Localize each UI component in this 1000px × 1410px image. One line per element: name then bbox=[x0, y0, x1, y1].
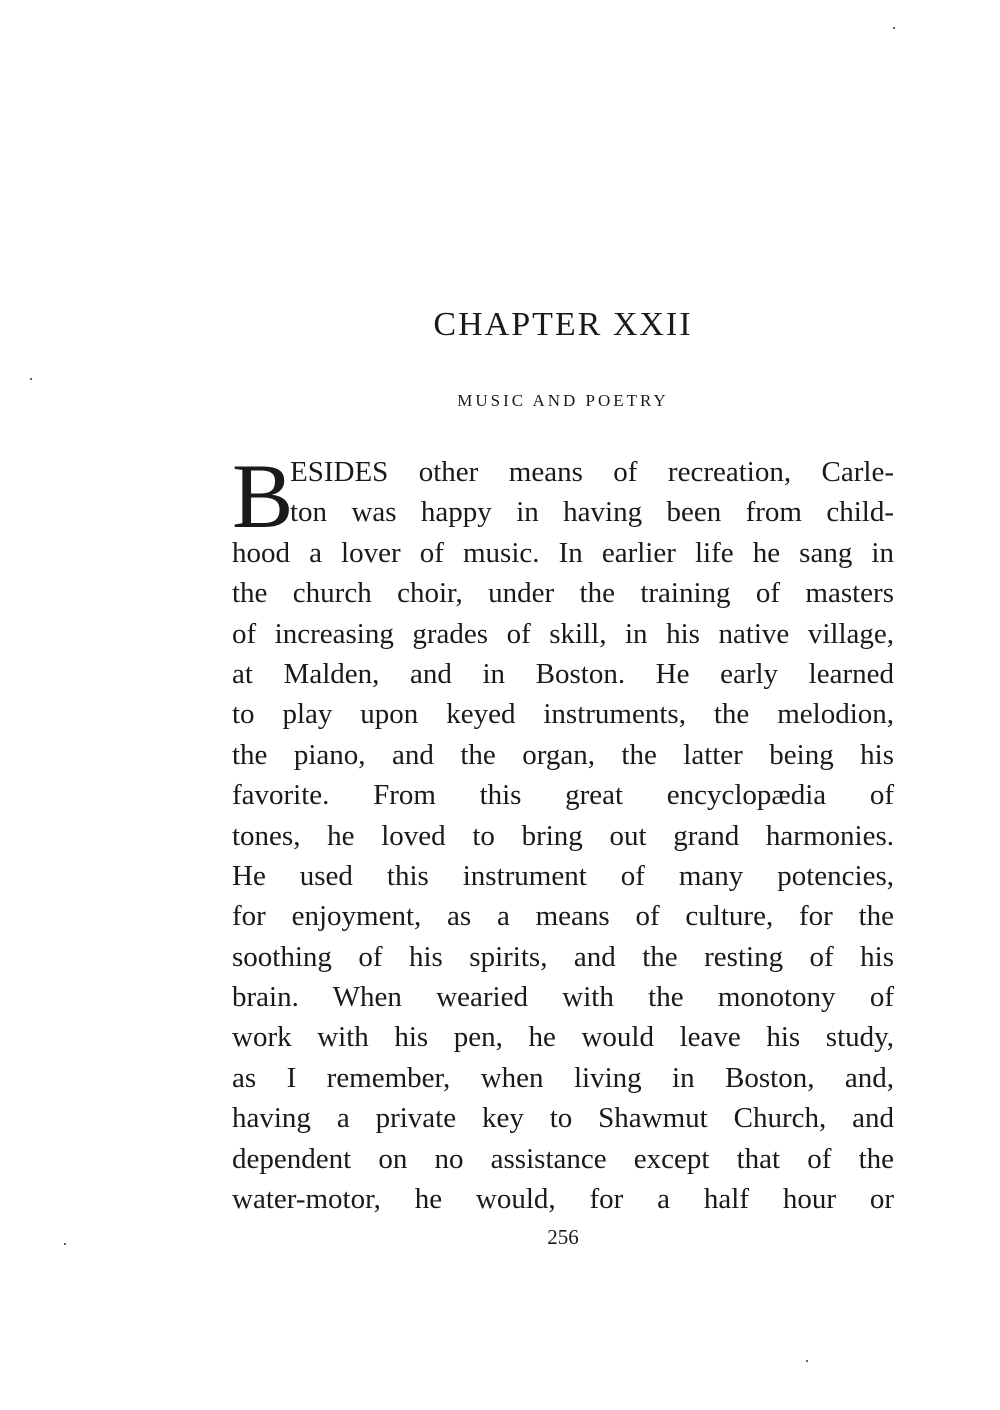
text-line: of increasing grades of skill, in his native village, bbox=[232, 617, 894, 650]
body-paragraph bbox=[232, 445, 894, 1219]
text-line: having a private key to Shawmut Church, and bbox=[232, 1102, 894, 1135]
text-line: dependent on no assistance except that of the bbox=[232, 1142, 894, 1175]
text-line: hood a lover of music. In earlier life he sang in bbox=[232, 536, 894, 569]
drop-cap: B bbox=[232, 445, 294, 547]
text-line: He used this instrument of many potencies, bbox=[232, 859, 894, 892]
text-line: water-motor, he would, for a half hour or bbox=[232, 1183, 894, 1216]
chapter-title: CHAPTER XXII bbox=[433, 306, 693, 343]
scan-speck bbox=[893, 27, 895, 29]
text-line: the piano, and the organ, the latter being his bbox=[232, 738, 894, 771]
chapter-subtitle: MUSIC AND POETRY bbox=[457, 391, 669, 410]
text-line: soothing of his spirits, and the resting of his bbox=[232, 940, 894, 973]
text-line: favorite. From this great encyclopædia of bbox=[232, 779, 894, 812]
text-line: the church choir, under the training of masters bbox=[232, 577, 894, 610]
scan-speck bbox=[64, 1243, 66, 1245]
text-line: as I remember, when living in Boston, and, bbox=[232, 1061, 894, 1094]
text-line: brain. When wearied with the monotony of bbox=[232, 981, 894, 1014]
text-line: to play upon keyed instruments, the melodion, bbox=[232, 698, 894, 731]
scan-speck bbox=[30, 378, 32, 380]
scan-speck bbox=[806, 1360, 808, 1362]
text-line: ESIDES other means of recreation, Carle- bbox=[290, 456, 894, 488]
text-line: ton was happy in having been from child- bbox=[290, 496, 894, 529]
text-line: at Malden, and in Boston. He early learned bbox=[232, 657, 894, 690]
text-line: work with his pen, he would leave his study, bbox=[232, 1021, 894, 1054]
text-line: tones, he loved to bring out grand harmonies. bbox=[232, 819, 894, 852]
text-line: for enjoyment, as a means of culture, for the bbox=[232, 900, 894, 933]
page-number: 256 bbox=[547, 1225, 579, 1249]
